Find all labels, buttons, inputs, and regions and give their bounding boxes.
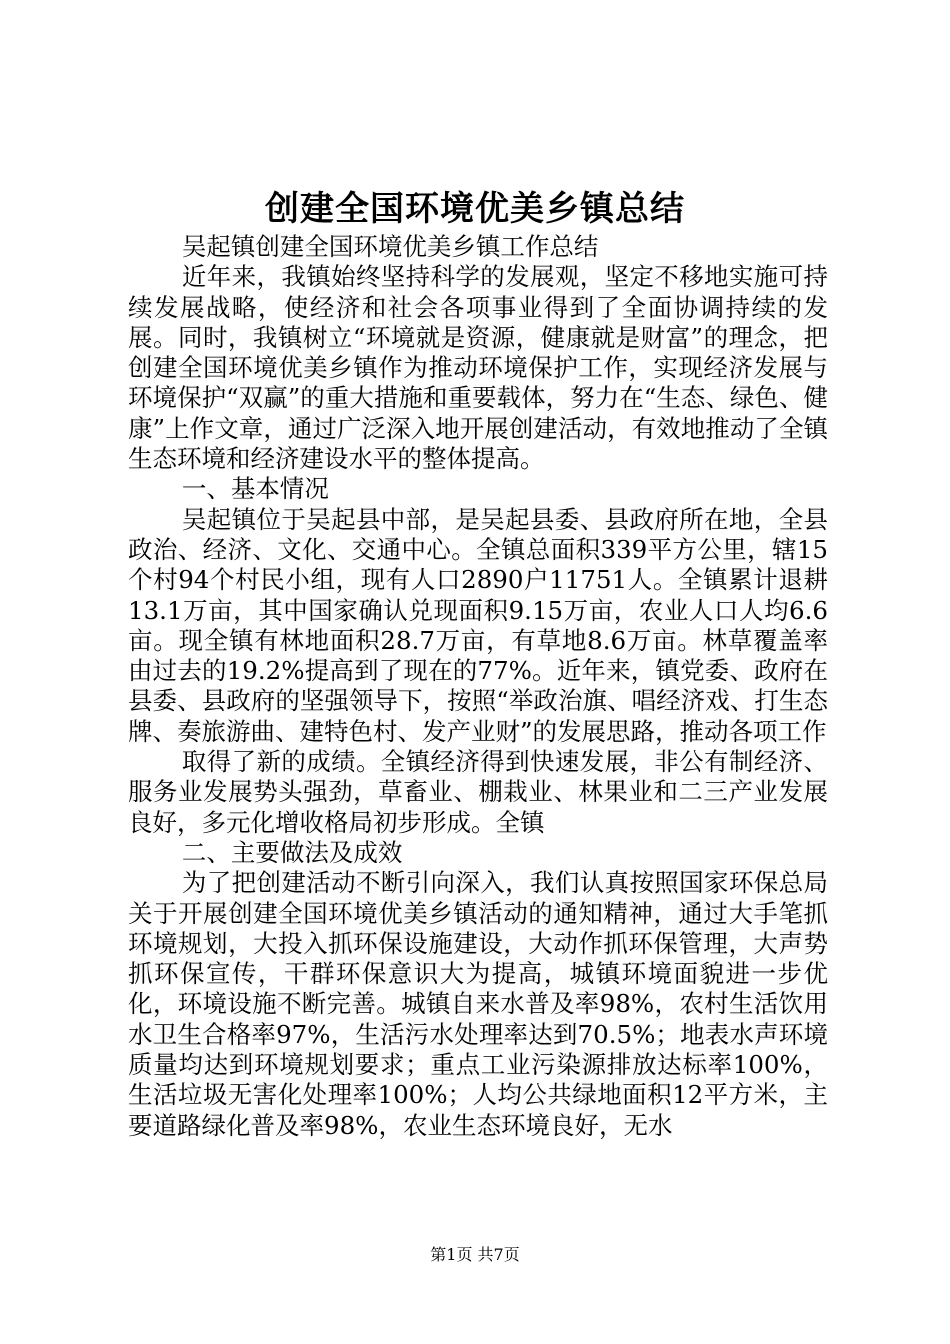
page-number-footer: 第1页 共7页 — [430, 1245, 520, 1264]
paragraph-intro: 近年来，我镇始终坚持科学的发展观，坚定不移地实施可持续发展战略，使经济和社会各项事业得到了全面协调持续的发展。同时，我镇树立“环境就是资源，健康就是财富”的理念，把创建全国环境优美乡镇作为推动环境保护工作，实现经济发展与环境保护“双赢”的重大措施和重要载体，努力在“生态、绿色、健康”上作文章，通过广泛深入地开展创建活动，有效地推动了全镇生态环境和经济建设水平的整体提高。 — [128, 262, 828, 474]
document-body — [128, 232, 828, 1141]
paragraph-achievements: 取得了新的成绩。全镇经济得到快速发展，非公有制经济、服务业发展势头强劲，草畜业、棚栽业、林果业和二三产业发展良好，多元化增收格局初步形成。全镇 — [128, 747, 828, 837]
paragraph-methods-results: 为了把创建活动不断引向深入，我们认真按照国家环保总局关于开展创建全国环境优美乡镇活动的通知精神，通过大手笔抓环境规划，大投入抓环保设施建设，大动作抓环保管理，大声势抓环保宣传，干群环保意识大为提高，城镇环境面貌进一步优化，环境设施不断完善。城镇自来水普及率98%，农村生活饮用水卫生合格率97%，生活污水处理率达到70.5%；地表水声环境质量均达到环境规划要求；重点工业污染源排放达标率100%，生活垃圾无害化处理率100%；人均公共绿地面积12平方米，主要道路绿化普及率98%，农业生态环境良好，无水 — [128, 868, 828, 1140]
paragraph-subtitle: 吴起镇创建全国环境优美乡镇工作总结 — [181, 232, 599, 261]
document-title: 创建全国环境优美乡镇总结 — [265, 189, 685, 229]
section-heading-methods-results: 二、主要做法及成效 — [181, 837, 403, 867]
paragraph-basic-situation: 吴起镇位于吴起县中部，是吴起县委、县政府所在地，全县政治、经济、文化、交通中心。全镇总面积339平方公里，辖15个村94个村民小组，现有人口2890户11751人。全镇累计退耕13.1万亩，其中国家确认兑现面积9.15万亩，农业人口人均6.6亩。现全镇有林地面积28.7万亩，有草地8.6万亩。林草覆盖率由过去的19.2%提高到了现在的77%。近年来，镇党委、政府在县委、县政府的坚强领导下，按照“举政治旗、唱经济戏、打生态牌、奏旅游曲、建特色村、发产业财”的发展思路，推动各项工作 — [128, 504, 828, 746]
section-heading-basic-situation: 一、基本情况 — [181, 474, 329, 504]
